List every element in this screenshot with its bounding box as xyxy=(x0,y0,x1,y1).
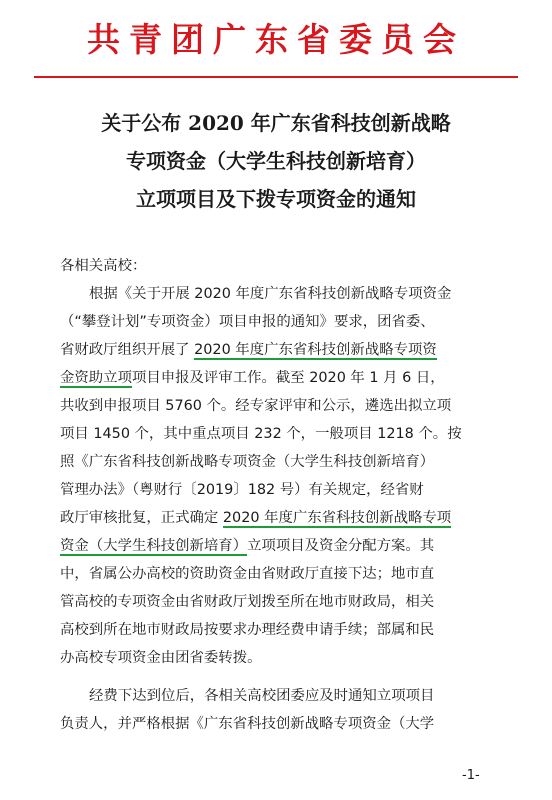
p1-line-5: 共收到申报项目 5760 个。经专家评审和公示，遴选出拟立项 xyxy=(60,398,452,414)
paragraph-1 xyxy=(60,280,506,672)
paragraph-2 xyxy=(60,682,506,738)
p1-line-11: 中，省属公办高校的资助资金由省财政厅直接下达；地市直 xyxy=(60,566,435,582)
p1-line-7: 照《广东省科技创新战略专项资金（大学生科技创新培育） xyxy=(60,454,435,470)
salutation: 各相关高校： xyxy=(60,258,147,274)
issuing-organization-header: 共青团广东省委员会 xyxy=(87,20,465,59)
p1-line-14: 办高校专项资金由团省委转拨。 xyxy=(60,650,262,666)
title-line-3: 立项项目及下拨专项资金的通知 xyxy=(136,187,416,211)
p1-line-4-text: 项目申报及评审工作。截至 2020 年 1 月 6 日， xyxy=(131,370,445,386)
page-number: -1- xyxy=(462,768,480,783)
p2-line-1: 经费下达到位后，各相关高校团委应及时通知立项项目 xyxy=(89,688,435,704)
p1-line-13: 高校到所在地市财政局按要求办理经费申请手续；部属和民 xyxy=(60,622,435,638)
p1-line-8: 管理办法》（粤财行〔2019〕182 号）有关规定，经省财 xyxy=(60,482,424,498)
document-body xyxy=(60,252,506,738)
p1-line-10-text: 立项项目及资金分配方案。其 xyxy=(247,538,435,554)
p1-line-1: 根据《关于开展 2020 年度广东省科技创新战略专项资金 xyxy=(89,286,452,302)
highlighted-fund-name-cont: 金资助立项 xyxy=(60,370,132,386)
p2-line-2: 负责人，并严格根据《广东省科技创新战略专项资金（大学 xyxy=(60,716,435,732)
p1-line-9 xyxy=(60,504,506,532)
p1-line-3 xyxy=(60,336,506,364)
p1-line-10 xyxy=(60,532,506,560)
highlighted-project-name-cont: 资金（大学生科技创新培育） xyxy=(60,538,248,554)
highlighted-project-name: 2020 年度广东省科技创新战略专项 xyxy=(222,510,452,526)
red-divider-line xyxy=(34,76,518,78)
paragraph-gap xyxy=(60,672,506,682)
p1-line-3-text: 省财政厅组织开展了 xyxy=(60,342,190,358)
p1-line-9-text: 政厅审核批复，正式确定 xyxy=(60,510,219,526)
document-title xyxy=(0,104,552,218)
p1-line-2: （“攀登计划”专项资金）项目申报的通知》要求，团省委、 xyxy=(60,314,435,330)
title-line-1: 关于公布 2020 年广东省科技创新战略 xyxy=(101,111,451,135)
title-line-2: 专项资金（大学生科技创新培育） xyxy=(126,149,426,173)
p1-line-6: 项目 1450 个，其中重点项目 232 个，一般项目 1218 个。按 xyxy=(60,426,462,442)
p1-line-4 xyxy=(60,364,506,392)
highlighted-fund-name: 2020 年度广东省科技创新战略专项资 xyxy=(194,342,437,358)
p1-line-12: 管高校的专项资金由省财政厅划拨至所在地市财政局，相关 xyxy=(60,594,435,610)
